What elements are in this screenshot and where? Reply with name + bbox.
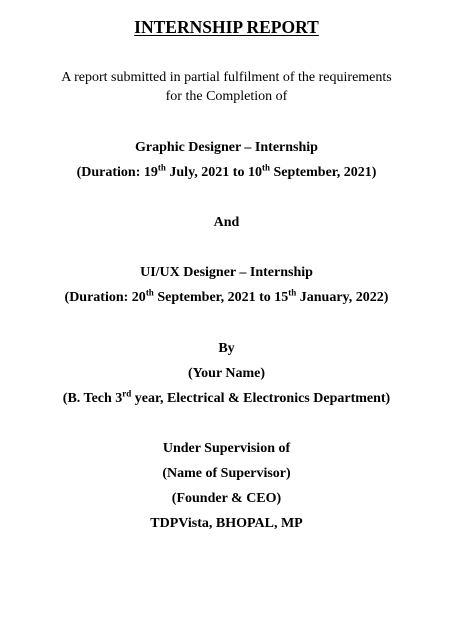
supervision-label: Under Supervision of [162,441,291,456]
and-text: And [213,215,240,230]
intro-line-2: for the Completion of [165,89,288,104]
intro-line-1: A report submitted in partial fulfilment of the requirements [61,70,392,85]
by-text: By [218,341,235,356]
supervisor-name: (Name of Supervisor) [162,466,291,481]
supervisor-role: (Founder & CEO) [171,491,282,506]
internship1-role: Graphic Designer – Internship [135,140,318,155]
internship1-duration: (Duration: 19th July, 2021 to 10th September, 2021) [76,162,377,180]
organization: TDPVista, BHOPAL, MP [150,516,303,531]
internship2-duration: (Duration: 20th September, 2021 to 15th January, 2022) [64,287,389,305]
internship2-role: UI/UX Designer – Internship [140,265,313,280]
student-details: (B. Tech 3rd year, Electrical & Electronics Department) [62,388,391,406]
report-title: INTERNSHIP REPORT [134,17,319,37]
student-name: (Your Name) [187,366,266,381]
